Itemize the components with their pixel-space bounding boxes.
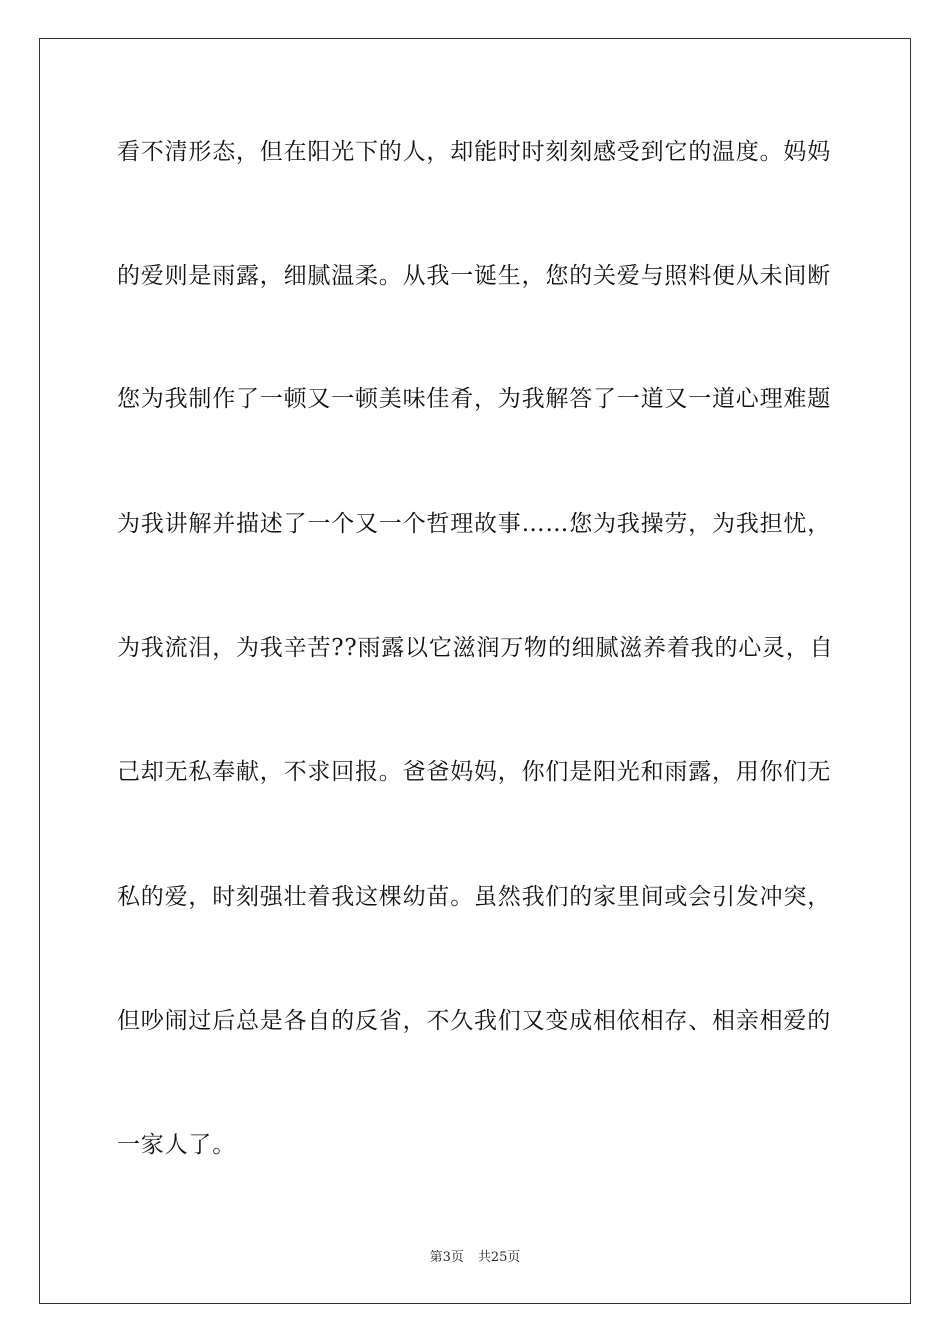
- page-border: [39, 38, 911, 1304]
- body-line: 您为我制作了一顿又一顿美味佳肴，为我解答了一道又一道心理难题: [117, 386, 831, 412]
- body-line: 私的爱，时刻强壮着我这棵幼苗。虽然我们的家里间或会引发冲突，: [117, 884, 831, 910]
- body-line: 己却无私奉献，不求回报。爸爸妈妈，你们是阳光和雨露，用你们无: [117, 759, 831, 785]
- page-number: 第3页: [429, 1250, 464, 1265]
- body-line: 看不清形态，但在阳光下的人，却能时时刻刻感受到它的温度。妈妈: [117, 139, 831, 165]
- body-line: 的爱则是雨露，细腻温柔。从我一诞生，您的关爱与照料便从未间断: [117, 263, 831, 289]
- page-footer: [0, 1249, 950, 1267]
- body-line: 但吵闹过后总是各自的反省，不久我们又变成相依相存、相亲相爱的: [117, 1008, 831, 1034]
- body-line: 一家人了。: [117, 1132, 236, 1158]
- body-line: 为我流泪，为我辛苦??雨露以它滋润万物的细腻滋养着我的心灵，自: [117, 635, 834, 661]
- page-total: 共25页: [477, 1250, 521, 1265]
- body-line: 为我讲解并描述了一个又一个哲理故事……您为我操劳，为我担忧，: [117, 511, 831, 537]
